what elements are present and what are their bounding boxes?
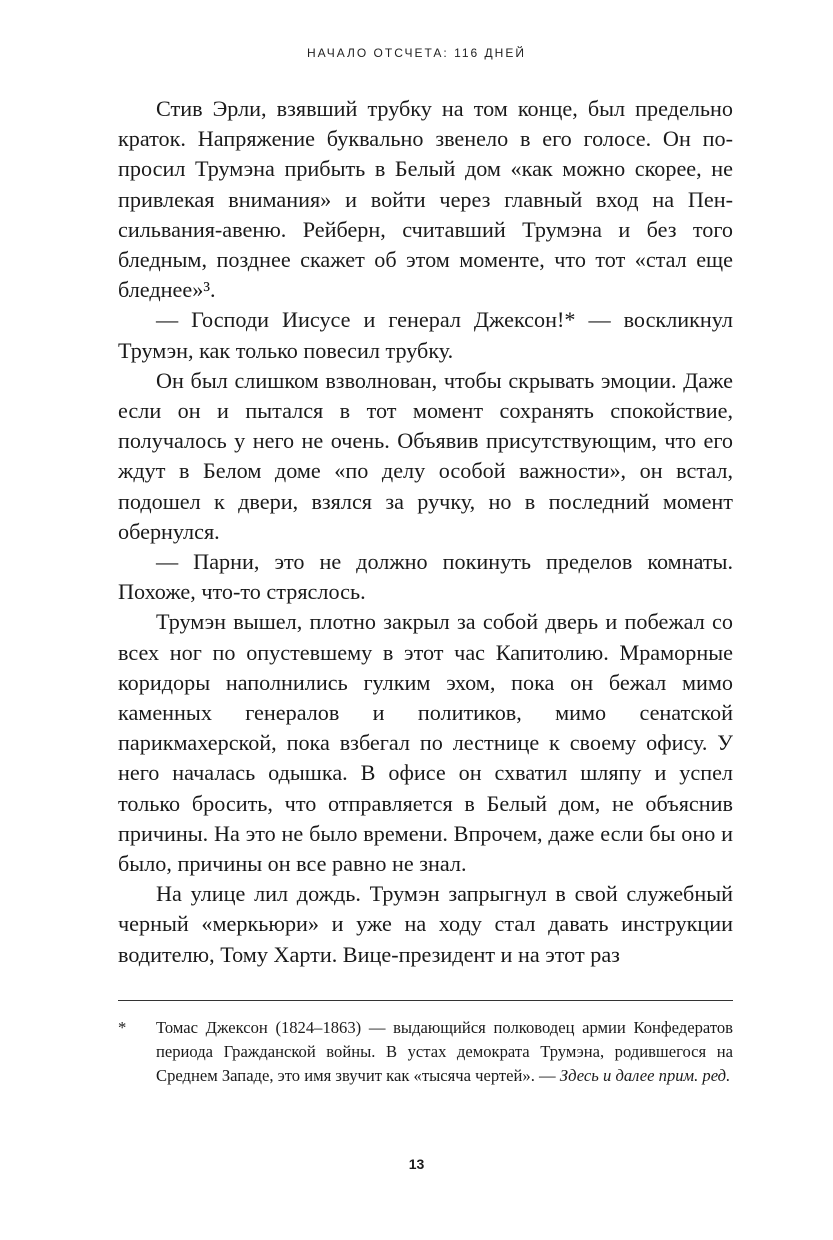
page-number: 13 bbox=[408, 1156, 425, 1172]
footnote-mark: * bbox=[118, 1018, 127, 1037]
main-text bbox=[118, 94, 733, 970]
footnote bbox=[118, 1016, 733, 1087]
paragraph: Трумэн вышел, плотно закрыл за собой дверь и побежал со всех ног по опустевшему в этот час Капитолию. Мраморные коридоры наполнились гулким эхом, пока он бежал мимо каменных генералов и политиков, мимо сенатской парикмахерской, пока взбегал по лестнице к своему офису. У него началась одышка. В офисе он схватил шляпу и успел только бросить, что отправляется в Белый дом, не объяснив причины. На это не было времени. Впрочем, даже если бы оно и было, причины он все равно не знал. bbox=[118, 609, 733, 877]
paragraph: — Господи Иисусе и генерал Джексон!* — воскликнул Трумэн, как только повесил трубку. bbox=[118, 307, 733, 363]
footnote-divider bbox=[118, 1000, 733, 1001]
footnote-editor-note: Здесь и далее прим. ред. bbox=[559, 1065, 731, 1085]
paragraph: Он был слишком взволнован, чтобы скрывать эмоции. Даже если он и пытался в тот момент сохранять спокойствие, получалось у него не очень. Объявив присутствующим, что его ждут в Белом доме «по делу особой важности», он встал, подошел к двери, взялся за ручку, но в последний момент обернулся. bbox=[118, 367, 733, 544]
paragraph: — Парни, это не должно покинуть пределов комнаты. Похоже, что-то стряслось. bbox=[118, 549, 733, 605]
paragraph: Стив Эрли, взявший трубку на том конце, был предельно краток. Напряжение буквально звенело в его голосе. Он попросил Трумэна прибыть в Белый дом «как можно скорее, не привлекая внимания» и войти через главный вход на Пенсильвания-авеню. Рейберн, считавший Трумэна и без того бледным, позднее скажет об этом моменте, что тот «стал еще бледнее»³. bbox=[118, 96, 733, 303]
running-head: НАЧАЛО ОТСЧЕТА: 116 ДНЕЙ bbox=[307, 46, 526, 60]
footnote-body: Томас Джексон (1824–1863) — выдающийся полководец армии Конфедератов периода Гражданской войны. В устах демократа Трумэна, родившегося на Среднем Западе, это имя звучит как «тысяча чертей». — bbox=[156, 1018, 733, 1085]
footnote-text bbox=[156, 1016, 733, 1087]
paragraph: На улице лил дождь. Трумэн запрыгнул в свой служебный черный «меркьюри» и уже на ходу стал давать инструкции водителю, Тому Харти. Вице-президент и на этот раз bbox=[118, 881, 733, 967]
